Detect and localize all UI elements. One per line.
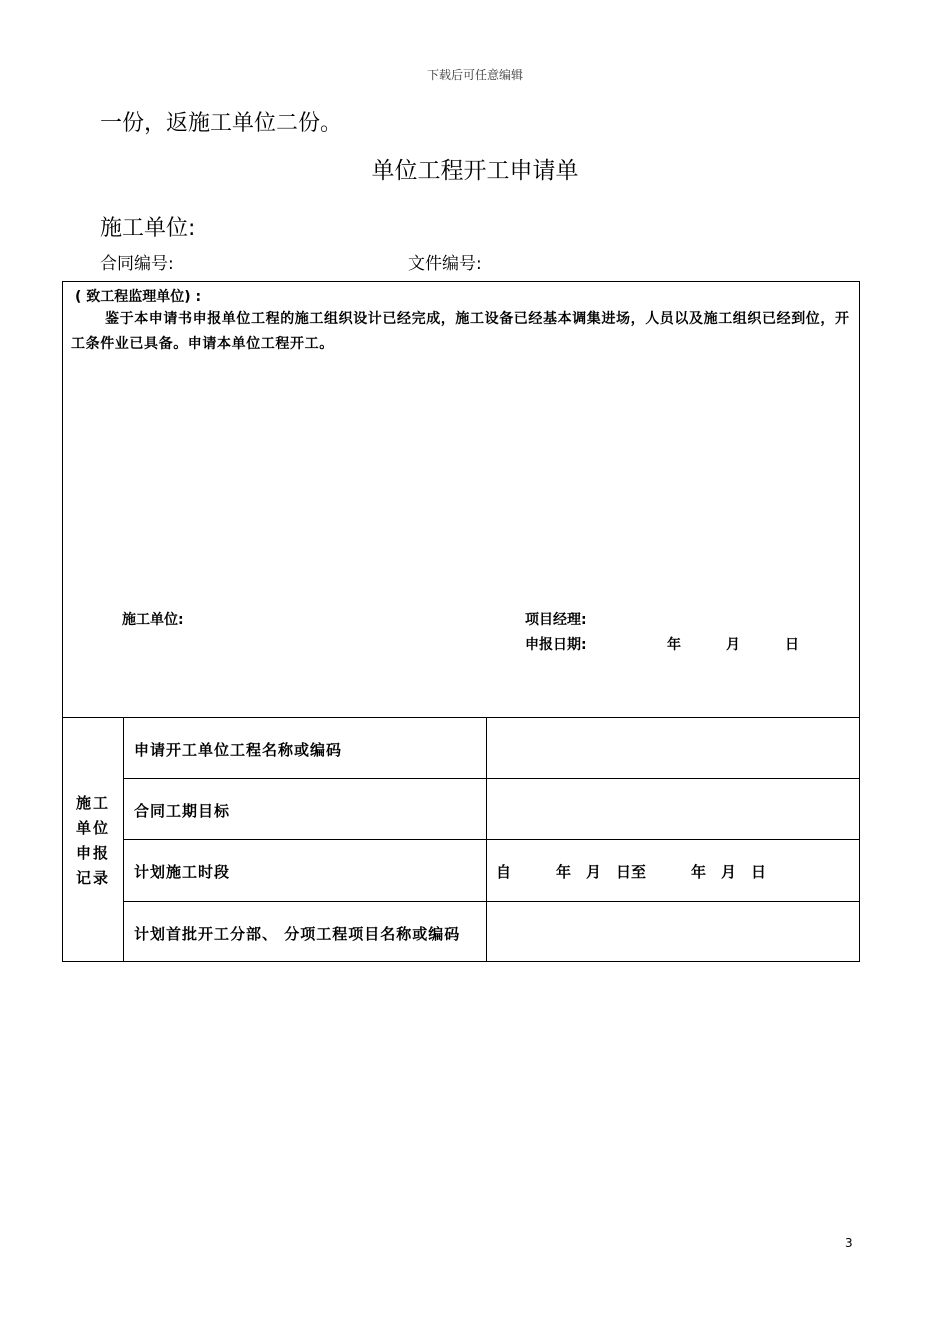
row-divider <box>123 778 859 779</box>
planned-period-value: 自 年 月 日至 年 月 日 <box>496 863 767 881</box>
construction-unit-label: 施工单位: <box>100 216 196 241</box>
month-label: 月 <box>726 637 740 653</box>
sign-unit-label: 施工单位: <box>122 612 184 628</box>
row-divider <box>123 839 859 840</box>
record-side-label <box>63 718 123 963</box>
intro-line: 一份，返施工单位二份。 <box>100 111 343 136</box>
document-title: 单位工程开工申请单 <box>371 158 579 184</box>
record-row-label: 合同工期目标 <box>134 802 231 820</box>
report-date-label: 申报日期: <box>525 637 587 653</box>
section-divider <box>63 717 859 718</box>
row-divider <box>123 901 859 902</box>
file-number-label: 文件编号: <box>408 254 482 274</box>
header-note: 下载后可任意编辑 <box>426 68 523 82</box>
day-label: 日 <box>785 637 799 653</box>
addressee-line: ( 致工程监理单位) : <box>75 289 202 305</box>
record-row-label: 计划施工时段 <box>134 863 231 881</box>
application-body-text: 鉴于本申请书申报单位工程的施工组织设计已经完成，施工设备已经基本调集进场，人员以及施工组织已经到位，开工条件业已具备。申请本单位工程开工。 <box>71 311 850 352</box>
contract-number-label: 合同编号: <box>100 254 174 274</box>
record-side-label-text: 施工单位申报记录 <box>75 793 110 887</box>
project-manager-label: 项目经理: <box>525 612 587 628</box>
page-number: 3 <box>845 1236 853 1250</box>
application-form <box>62 281 860 962</box>
record-row-label: 计划首批开工分部、 分项工程项目名称或编码 <box>134 925 461 943</box>
record-row-label: 申请开工单位工程名称或编码 <box>134 741 343 759</box>
year-label: 年 <box>667 637 681 653</box>
